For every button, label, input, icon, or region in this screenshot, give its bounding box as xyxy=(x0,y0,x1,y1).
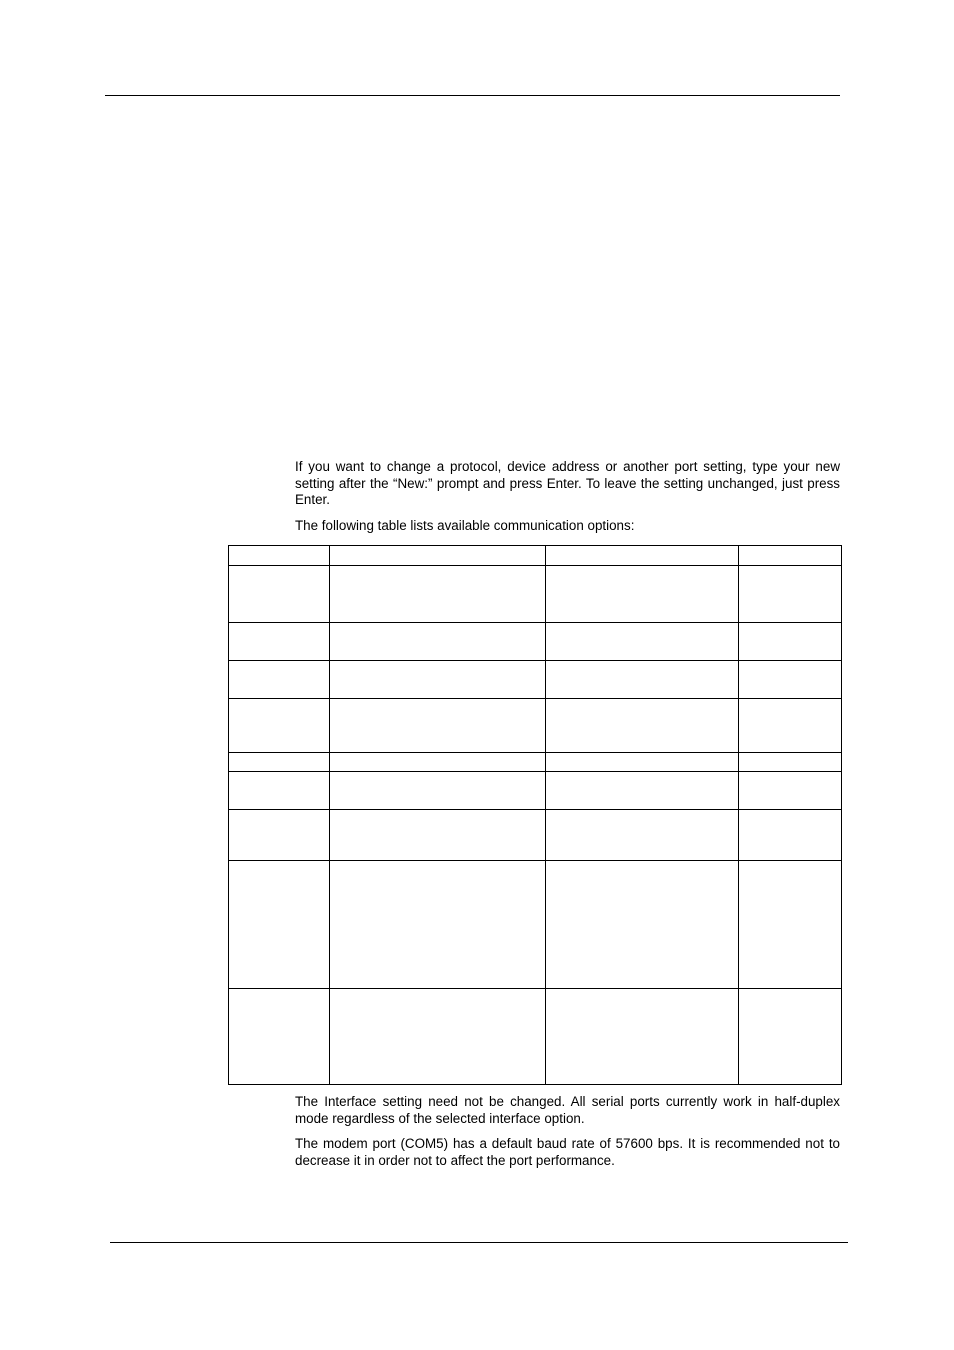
table-cell xyxy=(546,861,739,989)
table-row xyxy=(229,566,842,623)
table-cell xyxy=(739,699,842,753)
table-cell xyxy=(739,566,842,623)
table-cell xyxy=(330,661,546,699)
interface-note: The Interface setting need not be changed. All serial ports currently work in half-duplex mode regardless of the selected interface option. xyxy=(295,1094,840,1126)
table-cell xyxy=(739,772,842,810)
header-rule xyxy=(105,95,840,96)
table-cell xyxy=(546,546,739,566)
communication-options-table xyxy=(228,545,842,1085)
table-cell xyxy=(229,810,330,861)
table-cell xyxy=(546,623,739,661)
table-cell xyxy=(330,546,546,566)
table-cell xyxy=(229,661,330,699)
table-cell xyxy=(546,753,739,772)
table-cell xyxy=(229,861,330,989)
table-row xyxy=(229,623,842,661)
footer-rule xyxy=(110,1242,848,1243)
intro-paragraph: If you want to change a protocol, device address or another port setting, type your new setting after the “New:” prompt and press Enter. To leave the setting unchanged, just press Enter. xyxy=(295,459,840,508)
table-row xyxy=(229,699,842,753)
table-cell xyxy=(330,810,546,861)
modem-port-note: The modem port (COM5) has a default baud rate of 57600 bps. It is recommended not to decrease it in order not to affect the port performance. xyxy=(295,1136,840,1168)
table-row xyxy=(229,810,842,861)
table-cell xyxy=(739,989,842,1085)
table-row xyxy=(229,753,842,772)
table-cell xyxy=(330,989,546,1085)
table-cell xyxy=(330,623,546,661)
table-cell xyxy=(546,699,739,753)
table-row xyxy=(229,661,842,699)
table-cell xyxy=(229,753,330,772)
table-cell xyxy=(229,699,330,753)
table-intro-paragraph: The following table lists available communication options: xyxy=(295,518,635,533)
table-cell xyxy=(739,623,842,661)
table-row xyxy=(229,861,842,989)
table-cell xyxy=(330,566,546,623)
table-cell xyxy=(739,810,842,861)
table-cell xyxy=(330,861,546,989)
table-cell xyxy=(229,623,330,661)
table-cell xyxy=(330,699,546,753)
table-cell xyxy=(546,566,739,623)
table-cell xyxy=(546,810,739,861)
table-cell xyxy=(546,772,739,810)
table-cell xyxy=(739,661,842,699)
table-cell xyxy=(229,772,330,810)
table-row xyxy=(229,989,842,1085)
table-cell xyxy=(546,661,739,699)
table-cell xyxy=(330,753,546,772)
table-cell xyxy=(739,861,842,989)
table-cell xyxy=(330,772,546,810)
table-cell xyxy=(229,546,330,566)
table-cell xyxy=(739,546,842,566)
table-cell xyxy=(739,753,842,772)
table-row xyxy=(229,546,842,566)
table-cell xyxy=(229,566,330,623)
table-cell xyxy=(229,989,330,1085)
table-row xyxy=(229,772,842,810)
table-cell xyxy=(546,989,739,1085)
